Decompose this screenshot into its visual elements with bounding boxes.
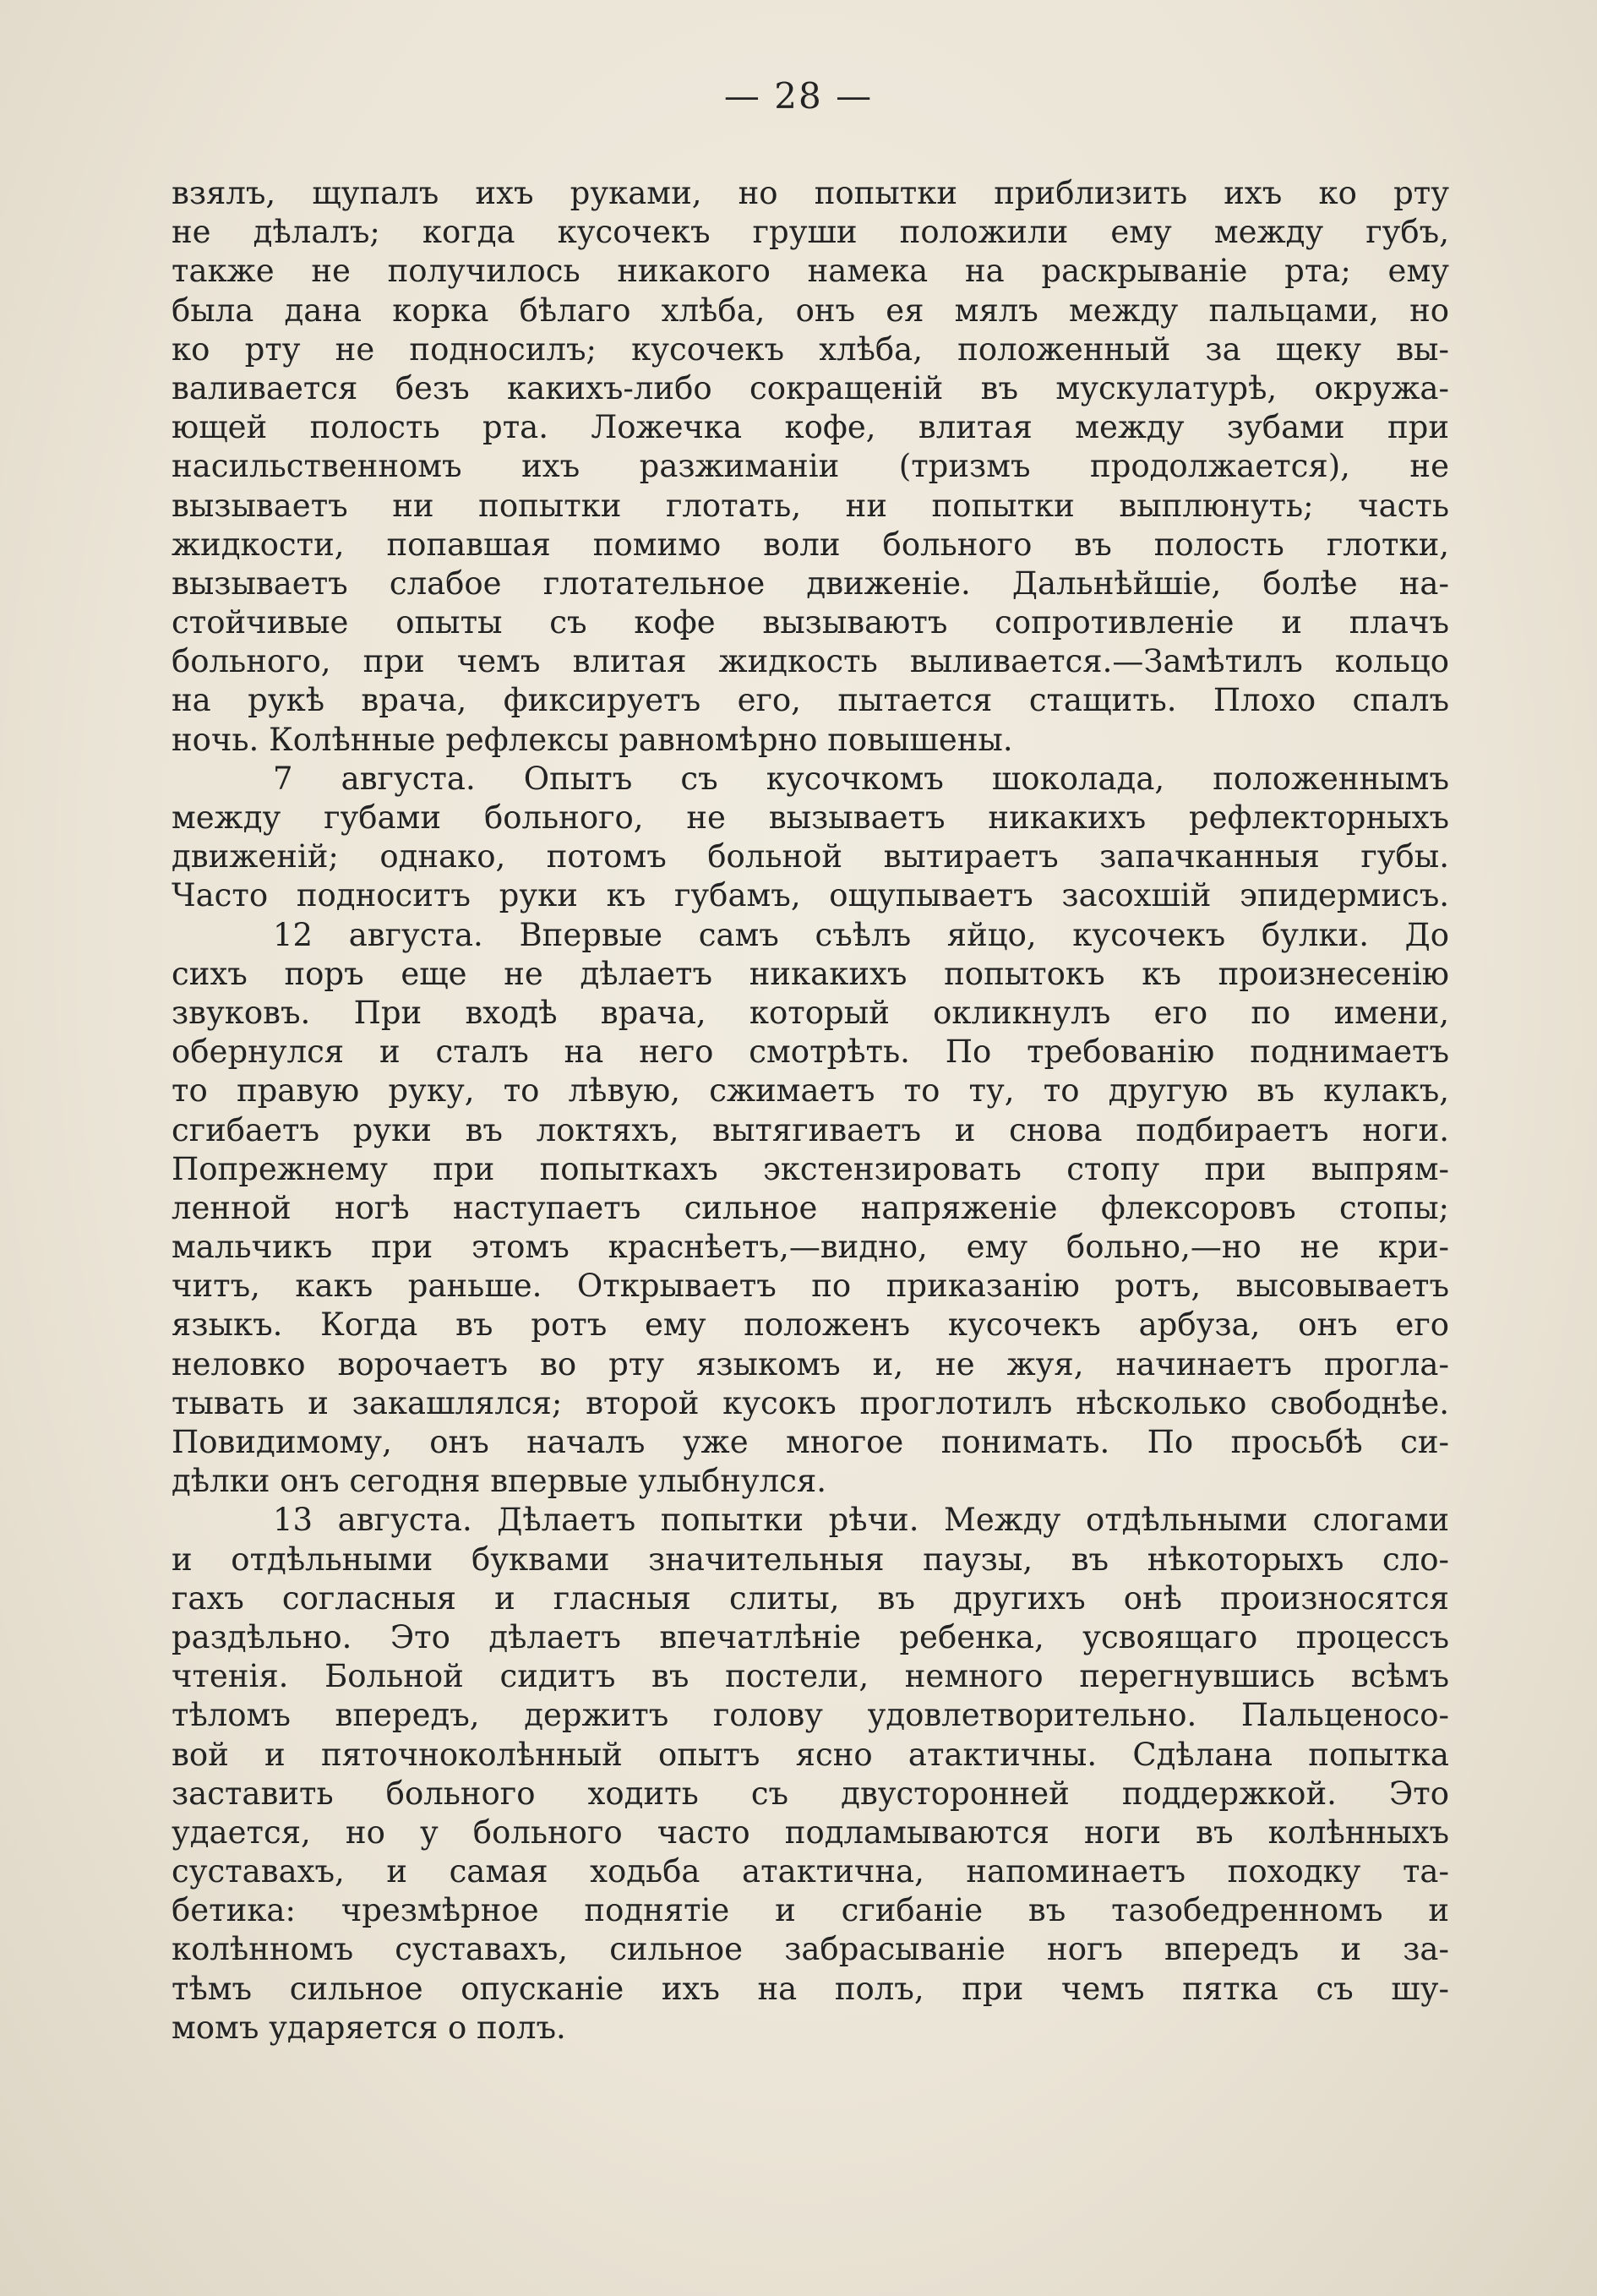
text-line: мальчикъ при этомъ краснѣетъ,—видно, ему больно,—но не кри- [172,1229,1449,1266]
text-line: то правую руку, то лѣвую, сжимаетъ то ту, то другую въ кулакъ, [172,1072,1449,1110]
text-line: стойчивые опыты съ кофе вызываютъ сопротивленіе и плачъ [172,604,1449,641]
text-line: на рукѣ врача, фиксируетъ его, пытается стащить. Плохо спалъ [172,682,1449,719]
text-line: между губами больного, не вызываетъ никакихъ рефлекторныхъ [172,799,1449,836]
text-line: вой и пяточноколѣнный опытъ ясно атактичны. Сдѣлана попытка [172,1736,1449,1773]
text-line: момъ ударяется о полъ. [172,2009,566,2046]
text-line: жидкости, попавшая помимо воли больного въ полость глотки, [172,526,1449,563]
body-text [172,174,1449,2048]
text-line: и отдѣльными буквами значительныя паузы, въ нѣкоторыхъ сло- [172,1541,1449,1578]
text-line: сгибаетъ руки въ локтяхъ, вытягиваетъ и снова подбираетъ ноги. [172,1111,1449,1148]
text-line: тывать и закашлялся; второй кусокъ проглотилъ нѣсколько свободнѣе. [172,1384,1449,1421]
text-line: не дѣлалъ; когда кусочекъ груши положили ему между губъ, [172,214,1449,251]
text-line: удается, но у больного часто подламываются ноги въ колѣнныхъ [172,1813,1449,1851]
text-line: была дана корка бѣлаго хлѣба, онъ ея мялъ между пальцами, но [172,292,1449,329]
text-line: сихъ поръ еще не дѣлаетъ никакихъ попытокъ къ произнесенію [172,955,1449,992]
text-line: раздѣльно. Это дѣлаетъ впечатлѣніе ребенка, усвоящаго процессъ [172,1618,1449,1655]
text-line: Часто подноситъ руки къ губамъ, ощупываетъ засохшій эпидермисъ. [172,877,1449,914]
text-line: гахъ согласныя и гласныя слиты, въ другихъ онѣ произносятся [172,1579,1449,1617]
text-line: валивается безъ какихъ-либо сокращеній въ мускулатурѣ, окружа- [172,369,1449,406]
text-line: вызываетъ слабое глотательное движеніе. Дальнѣйшіе, болѣе на- [172,564,1449,602]
text-line: языкъ. Когда въ ротъ ему положенъ кусочекъ арбуза, онъ его [172,1306,1449,1344]
text-line: больного, при чемъ влитая жидкость выливается.—Замѣтилъ кольцо [172,643,1449,680]
text-line: читъ, какъ раньше. Открываетъ по приказанію ротъ, высовываетъ [172,1268,1449,1305]
text-line: колѣнномъ суставахъ, сильное забрасываніе ногъ впередъ и за- [172,1931,1449,1968]
text-line: чтенія. Больной сидитъ въ постели, немного перегнувшись всѣмъ [172,1658,1449,1695]
text-line: насильственномъ ихъ разжиманіи (тризмъ продолжается), не [172,448,1449,485]
text-line: вызываетъ ни попытки глотать, ни попытки выплюнуть; часть [172,487,1449,524]
text-line: тѣломъ впередъ, держитъ голову удовлетворительно. Пальценосо- [172,1697,1449,1734]
text-line: Повидимому, онъ началъ уже многое понимать. По просьбѣ си- [172,1424,1449,1460]
text-line: также не получилось никакого намека на раскрываніе рта; ему [172,253,1449,290]
text-line: обернулся и сталъ на него смотрѣть. По требованію поднимаетъ [172,1033,1449,1071]
text-line: ко рту не подносилъ; кусочекъ хлѣба, положенный за щеку вы- [172,330,1449,368]
page-number: — 28 — [723,75,874,117]
text-line: ленной ногѣ наступаетъ сильное напряженіе флексоровъ стопы; [172,1189,1449,1226]
text-line: бетика: чрезмѣрное поднятіе и сгибаніе въ тазобедренномъ и [172,1892,1449,1929]
text-line: тѣмъ сильное опусканіе ихъ на полъ, при чемъ пятка съ шу- [172,1970,1449,2007]
text-line: 7 августа. Опытъ съ кусочкомъ шоколада, положеннымъ [273,760,1449,797]
text-line: движеній; однако, потомъ больной вытираетъ запачканныя губы. [172,838,1449,875]
text-line: 12 августа. Впервые самъ съѣлъ яйцо, кусочекъ булки. До [273,916,1449,953]
text-line: заставить больного ходить съ двусторонней поддержкой. Это [172,1775,1449,1812]
text-line: неловко ворочаетъ во рту языкомъ и, не жуя, начинаетъ прогла- [172,1345,1449,1383]
text-line: 13 августа. Дѣлаетъ попытки рѣчи. Между отдѣльными слогами [273,1502,1449,1539]
text-line: Попрежнему при попыткахъ экстензировать стопу при выпрям- [172,1150,1449,1187]
text-line: ночь. Колѣнные рефлексы равномѣрно повышены. [172,721,1013,758]
text-line: суставахъ, и самая ходьба атактична, напоминаетъ походку та- [172,1853,1449,1890]
text-line: взялъ, щупалъ ихъ руками, но попытки приблизить ихъ ко рту [172,175,1449,211]
text-line: звуковъ. При входѣ врача, который окликнулъ его по имени, [172,994,1449,1031]
text-line: ющей полость рта. Ложечка кофе, влитая между зубами при [172,409,1449,446]
text-line: дѣлки онъ сегодня впервые улыбнулся. [172,1463,826,1500]
